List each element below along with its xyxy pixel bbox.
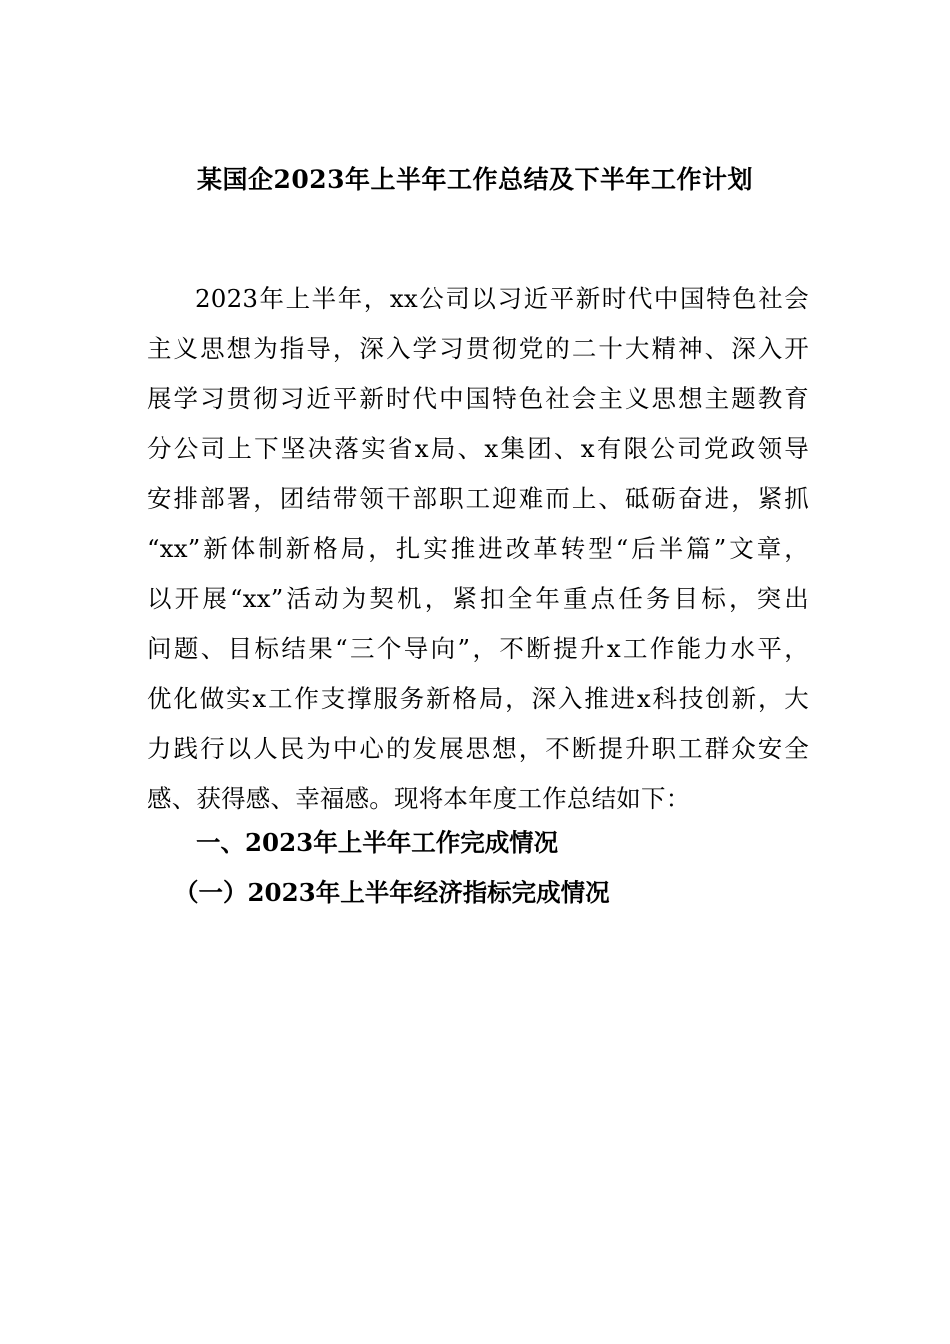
paragraph-line: 优化做实x工作支撑服务新格局，深入推进x科技创新，大	[147, 684, 809, 713]
paragraph-line: 力践行以人民为中心的发展思想，不断提升职工群众安全	[147, 734, 809, 763]
section-heading-1: 一、2023年上半年工作完成情况	[196, 828, 559, 857]
paragraph-line: 以开展“xx”活动为契机，紧扣全年重点任务目标，突出	[147, 584, 809, 613]
document-title: 某国企2023年上半年工作总结及下半年工作计划	[196, 165, 754, 194]
paragraph-line: 问题、目标结果“三个导向”，不断提升x工作能力水平，	[147, 634, 809, 663]
intro-paragraph	[147, 274, 809, 824]
paragraph-line: 展学习贯彻习近平新时代中国特色社会主义思想主题教育	[147, 384, 809, 413]
paragraph-line: 2023年上半年，xx公司以习近平新时代中国特色社会	[195, 284, 809, 313]
paragraph-line: 分公司上下坚决落实省x局、x集团、x有限公司党政领导	[147, 434, 809, 463]
subsection-heading-1: （一）2023年上半年经济指标完成情况	[174, 878, 610, 907]
paragraph-line: 感、获得感、幸福感。现将本年度工作总结如下：	[147, 784, 691, 813]
paragraph-line: 主义思想为指导，深入学习贯彻党的二十大精神、深入开	[147, 334, 809, 363]
paragraph-line: 安排部署，团结带领干部职工迎难而上、砥砺奋进，紧抓	[147, 484, 809, 513]
paragraph-line: “xx”新体制新格局，扎实推进改革转型“后半篇”文章，	[147, 534, 809, 563]
